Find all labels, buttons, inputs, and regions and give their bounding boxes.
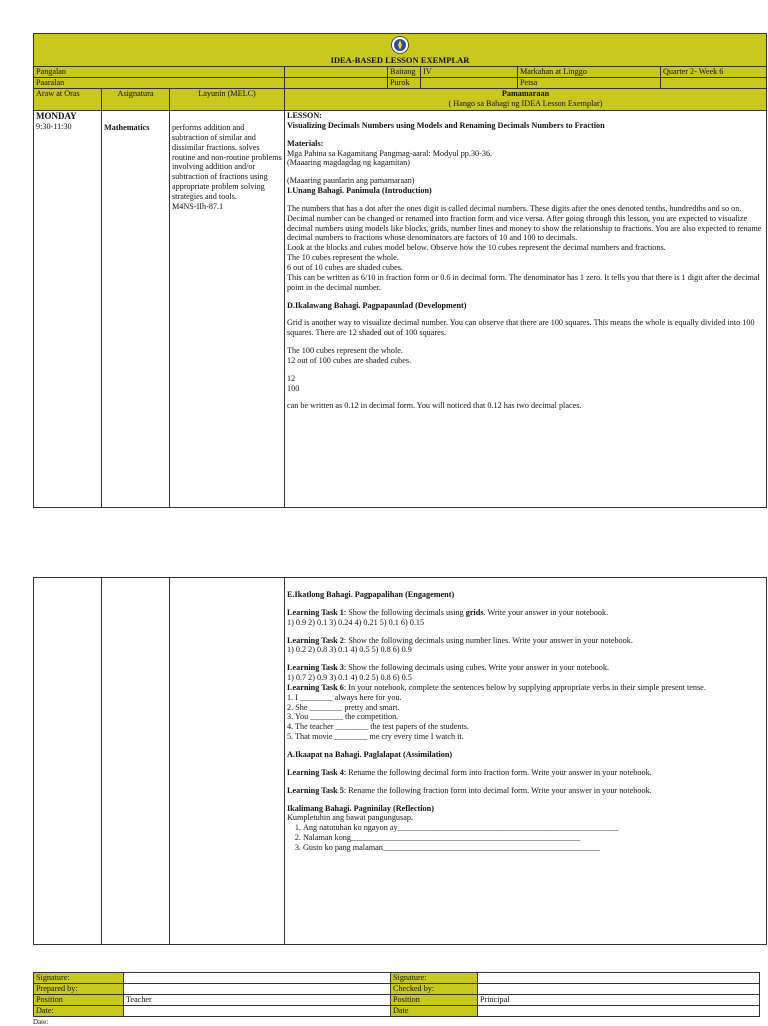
layunin-header: Layunin (MELC) xyxy=(170,89,285,111)
development-heading: D.Ikalawang Bahagi. Pagpapaunlad (Development) xyxy=(287,300,467,310)
page-title: IDEA-BASED LESSON EXEMPLAR xyxy=(330,55,470,66)
teacher-date-field[interactable] xyxy=(124,1006,391,1017)
reflection-list: 1. Ang natutuhan ko ngayon ay______________________________________________________ 2. Nalaman kong________________________________________________________ 3. Gusto ko pang malaman_____________________________________________________ xyxy=(287,823,764,853)
intro-heading: I.Unang Bahagi. Panimula (Introduction) xyxy=(287,186,432,196)
pamamaraan-header: Pamamaraan ( Hango sa Bahagi ng IDEA Lesson Exemplar) xyxy=(285,89,767,111)
prepared-by-field[interactable] xyxy=(124,984,391,995)
reflection-heading: Ikalimang Bahagi. Pagninilay (Reflection) xyxy=(287,803,434,813)
deped-seal-icon xyxy=(391,35,409,55)
markahan-value: Quarter 2- Week 6 xyxy=(661,67,767,78)
principal-signature-field[interactable] xyxy=(478,973,760,984)
purok-label: Purok xyxy=(388,78,421,89)
araw-oras-header: Araw at Oras xyxy=(34,89,102,111)
lesson-continuation-table xyxy=(33,577,767,945)
markahan-label: Markahan at Linggo xyxy=(518,67,661,78)
learning-task-4: Learning Task 4: Rename the following decimal form into fraction form. Write your answer in your notebook. xyxy=(287,767,652,777)
teacher-position-value: Teacher xyxy=(124,995,391,1006)
assimilation-heading: A.Ikaapat na Bahagi. Paglalapat (Assimilation) xyxy=(287,749,453,759)
lesson-cell: LESSON: Visualizing Decimals Numbers using Models and Renaming Decimals Numbers to Fraction Materials: Mga Pahina sa Kagamitang Pangmag-aaral: Modyul pp.30-36. (Maaaring magdagdag ng kagamitan) (Maaaring paunlarin ang pamamaraan) I.Unang Bahagi. Panimula (Introduction) The numbers that has a dot after the ones digit is called decimal numbers. These digits after the ones denoted tenths, hundredths and so on. Decimal number can be changed or renamed into fraction form and vice versa. After going through this lesson, you are expected to visualize decimal numbers using models like blocks, grids, number lines and money to show the relationship to fractions. You are also expected to rename decimal numbers to fractions whose denominators are factors of 10 and 100 to decimals. Look at the blocks and cubes model below. Observe how the 10 cubes represent the decimal numbers and fractions. The 10 cubes represent the whole. 6 out of 10 cubes are shaded cubes. This can be written as 6/10 in fraction form or 0.6 in decimal form. The denominator has 1 zero. It tells you that there is 1 digit after the decimal point in the decimal number. D.Ikalawang Bahagi. Pagpapaunlad (Development) Grid is another way to visualize decimal number. You can observe that there are 100 squares. This means the whole is equally divided into 100 squares. There are 12 shaded out of 100 squares. The 100 cubes represent the whole. 12 out of 100 cubes are shaded cubes. 12 100 can be written as 0.12 in decimal form. You will noticed that 0.12 has two decimal places. xyxy=(285,111,767,508)
pangalan-label: Pangalan xyxy=(34,67,285,78)
day-cell: MONDAY 9:30-11:30 xyxy=(34,111,102,508)
principal-position-value: Principal xyxy=(478,995,760,1006)
asignatura-header: Asignatura xyxy=(102,89,170,111)
engagement-heading: E.Ikatlong Bahagi. Pagpapalihan (Engagement) xyxy=(287,590,455,599)
checked-by-field[interactable] xyxy=(478,984,760,995)
learning-task-1: Learning Task 1: Show the following decimals using grids. Write your answer in your notebook. xyxy=(287,607,609,617)
objective-cell: performs addition and subtraction of similar and dissimilar fractions. solves routine and non-routine problems involving addition and/or subtraction of fractions using appropriate problem solving strategies and tools. M4NS-IIh-87.1 xyxy=(170,111,285,508)
subject-cell: Mathematics xyxy=(102,111,170,508)
bottom-text: Date: xyxy=(33,1018,49,1026)
learning-task-6: Learning Task 6: In your notebook, complete the sentences below by supplying appropriate verbs in their simple present tense. xyxy=(287,682,706,692)
learning-task-3: Learning Task 3: Show the following decimals using cubes. Write your answer in your notebook. xyxy=(287,663,610,673)
petsa-label: Petsa xyxy=(518,78,661,89)
lesson-exemplar-table xyxy=(33,33,767,508)
principal-date-field[interactable] xyxy=(478,1006,760,1017)
learning-task-2: Learning Task 2: Show the following decimals using number lines. Write your answer in your notebook. xyxy=(287,635,633,645)
baitang-label: Baitang xyxy=(388,67,421,78)
learning-task-5: Learning Task 5: Rename the following fraction form into decimal form. Write your answer in your notebook. xyxy=(287,785,652,795)
lesson-title: Visualizing Decimals Numbers using Models and Renaming Decimals Numbers to Fraction xyxy=(287,120,605,130)
paaralan-label: Paaralan xyxy=(34,78,285,89)
baitang-value: IV xyxy=(421,67,518,78)
title-cell xyxy=(34,34,767,67)
teacher-signature-field[interactable] xyxy=(124,973,391,984)
signature-table: Signature: Signature: Prepared by: Checked by: Position Teacher Position Principal Date: Date xyxy=(33,972,760,1017)
continuation-cell: E.Ikatlong Bahagi. Pagpapalihan (Engagement) Learning Task 1: Show the following decimals using grids. Write your answer in your notebook. 1) 0.9 2) 0.1 3) 0.24 4) 0.21 5) 0.1 6) 0.15 Learning Task 2: Show the following decimals using number lines. Write your answer in your notebook. 1) 0.2 2) 0.8 3) 0.1 4) 0.5 5) 0.8 6) 0.9 Learning Task 3: Show the following decimals using cubes. Write your answer in your notebook. 1) 0.7 2) 0.9 3) 0.1 4) 0.2 5) 0.8 6) 0.5 Learning Task 6: In your notebook, complete the sentences below by supplying appropriate verbs in their simple present tense. 1. I ________ always here for you. 2. She ________ pretty and smart. 3. You ________ the competition. 4. The teacher ________ the test papers of the students. 5. That movie ________ me cry every time I watch it. A.Ikaapat na Bahagi. Paglalapat (Assimilation) Learning Task 4: Rename the following decimal form into fraction form. Write your answer in your notebook. Learning Task 5: Rename the following fraction form into decimal form. Write your answer in your notebook. Ikalimang Bahagi. Pagninilay (Reflection) Kumpletuhin ang bawat pangungusap. 1. Ang natutuhan ko ngayon ay______________________________________________________ 2. Nalaman kong________________________________________________________ 3. Gusto ko pang malaman_____________________________________________________ xyxy=(285,578,767,945)
